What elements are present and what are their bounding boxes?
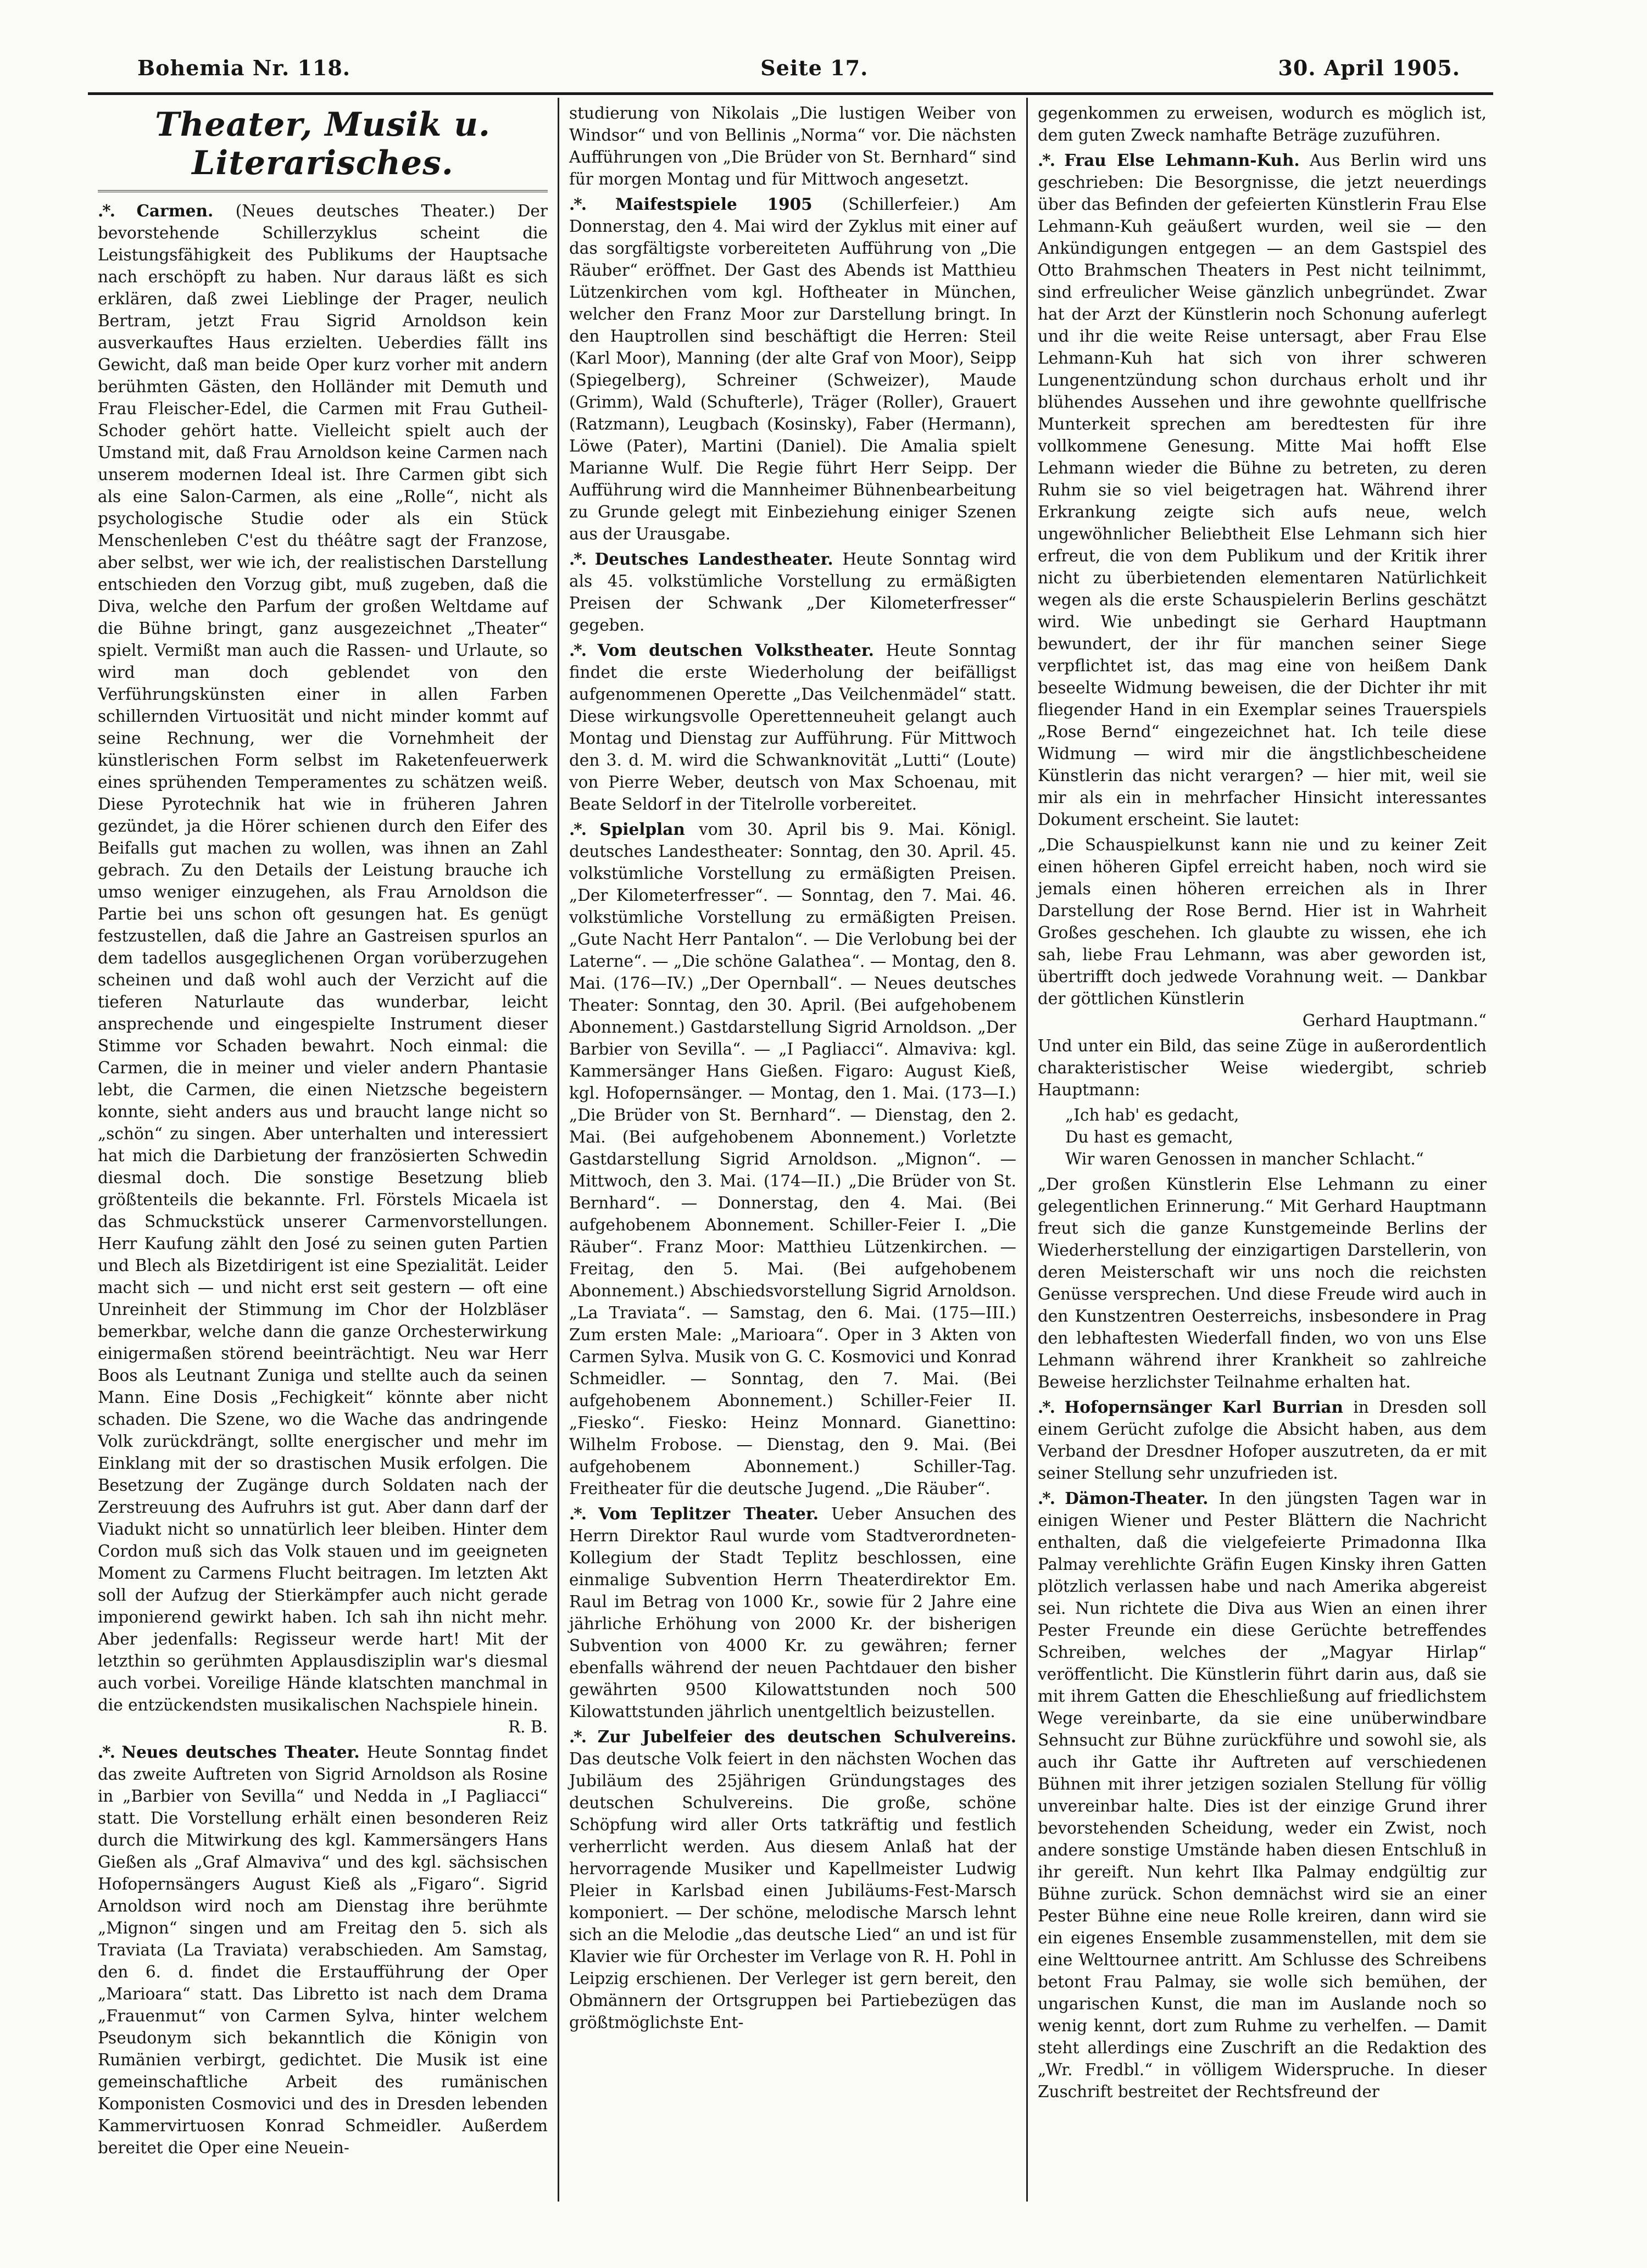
article-volkstheater: .*. Vom deutschen Volkstheater. Heute Sonntag findet die erste Wiederholung der beifälligst aufgenommenen Operette „Das Veilchenmädel“ statt. Diese wirkungsvolle Operettenneuheit gelangt auch Montag und Dienstag zur Aufführung. Für Mittwoch den 3. d. M. wird die Schwanknovität „Lutti“ (Loute) von Pierre Weber, deutsch von Max Schoenau, mit Beate Seldorf in der Titelrolle vorbereitet.	[569, 640, 1016, 813]
header-page-number: Seite 17.	[760, 55, 869, 80]
article-ndt-body: Heute Sonntag findet das zweite Auftreten von Sigrid Arnoldson als Rosine in „Barbier von Sevilla“ und Nedda in „I Pagliacci“ statt. Die Vorstellung erhält einen besonderen Reiz durch die Mitwirkung des kgl. Kammersängers Hans Gießen als „Graf Almaviva“ und des kgl. sächsischen Hofopernsängers August Kieß als „Figaro“. Sigrid Arnoldson wird noch am Dienstag ihre berühmte „Mignon“ singen und am Freitag den 5. sich als Traviata (La Traviata) verabschieden. Am Samstag, den 6. d. findet die Erstaufführung der Oper „Marioara“ statt. Das Libretto ist nach dem Drama „Frauenmut“ von Carmen Sylva, hinter welchem Pseudonym sich bekanntlich die Königin von Rumänien verbirgt, gedichtet. Die Musik ist eine gemeinschaftliche Arbeit des rumänischen Komponisten Cosmovici und des in Dresden lebenden Kammervirtuosen Konrad Schmeidler. Außerdem bereitet die Oper eine Neuein-	[98, 1743, 548, 2157]
article-else-lehmann-body: Aus Berlin wird uns geschrieben: Die Besorgnisse, die jetzt neuerdings über das Befinden der gefeierten Künstlerin Frau Else Lehmann-Kuh geäußert wurden, weil sie — den Ankündigungen entgegen — an dem Gastspiel des Otto Brahmschen Theaters in Pest nicht teilnimmt, sind erfreulicher Weise gänzlich unbegründet. Zwar hat der Arzt der Künstlerin noch Schonung auferlegt und ihr die weite Reise untersagt, aber Frau Else Lehmann-Kuh hat sich von ihrer schweren Lungenentzündung schon durchaus erholt und ihr blühendes Aussehen und ihre gewohnte quellfrische Munterkeit sprechen am beredtesten für ihre vollkommene Genesung. Mitte Mai hofft Else Lehmann wieder die Bühne zu betreten, zu deren Ruhm sie so viel beigetragen hat. Während ihrer Erkrankung zeigte sich aufs neue, welch ungewöhnlicher Beliebtheit Else Lehmann sich hier erfreut, die von dem Publikum und der Kritik ihrer nicht zu überbietenden elementaren Natürlichkeit wegen als die erste Schauspielerin Berlins geschätzt wird. Wie unbedingt sie Gerhard Hauptmann bewundert, der ihr für manchen seiner Siege verpflichtet ist, das mag eine von heißem Dank beseelte Widmung beweisen, die der Dichter ihr mit fliegender Hand in ein Exemplar seines Trauerspiels „Rose Bernd“ eingezeichnet hat. Ich teile diese Widmung — wird mir die ängstlichbescheidene Künstlerin das nicht verargen? — hier mit, weil sie mir als ein in mehrfacher Hinsicht interessantes Dokument erscheint. Sie lautet:	[1038, 151, 1487, 829]
column-1	[88, 98, 558, 2202]
article-carmen-signature: R. B.	[508, 1718, 548, 1736]
hauptmann-dedication-signature: Gerhard Hauptmann.“	[1302, 1011, 1487, 1030]
poem-line-3: Wir waren Genossen in mancher Schlacht.“	[1065, 1150, 1424, 1168]
hauptmann-poem	[1065, 1104, 1487, 1170]
article-jubelfeier-headline: Zur Jubelfeier des deutschen Schulvereins.	[597, 1727, 1016, 1746]
article-daemon-theater: .*. Dämon-Theater. In den jüngsten Tagen war in einigen Wiener und Pester Blättern die Nachricht enthalten, daß die vielgefeierte Primadonna Ilka Palmay verehlichte Gräfin Eugen Kinsky ihren Gatten plötzlich verlassen habe und nach Amerika abgereist sei. Nun richtete die Diva aus Wien an einen ihrer Pester Freunde ein diese Gerüchte betreffendes Schreiben, welches der „Magyar Hirlap“ veröffentlicht. Die Künstlerin führt darin aus, daß sie mit ihrem Gatten die Eheschließung auf friedlichstem Wege vereinbarte, da sie eine unüberwindbare Sehnsucht zur Bühne zurückführe und sowohl sie, als auch ihr Gatte ihr Auftreten auf verschiedenen Bühnen mit ihrer jetzigen sozialen Stellung für völlig unvereinbar halte. Dies ist der einzige Grund ihrer bevorstehenden Scheidung, weder ein Zwist, noch andere sonstige Umstände haben diesen Entschluß in ihr gereift. Nun kehrt Ilka Palmay endgültig zur Bühne zurück. Schon demnächst wird sie an einer Pester Bühne eine neue Rolle kreiren, dann wird sie ein eigenes Ensemble zusammenstellen, mit dem sie eine Welttournee antritt. Am Schlusse des Schreibens betont Frau Palmay, sie wolle sich bemühen, der ungarischen Kunst, die man im Auslande noch so wenig kennt, dort zum Ruhme zu verhelfen. — Damit steht allerdings eine Zuschrift an die Redaktion des „Wr. Fredbl.“ in völligem Widerspruche. In dieser Zuschrift bestreitet der Rechtsfreund der	[1038, 1489, 1487, 2101]
article-landestheater-body: Heute Sonntag wird als 45. volkstümliche Vorstellung zu ermäßigten Preisen der Schwank „Der Kilometerfresser“ gegeben.	[569, 550, 1016, 634]
section-title: Theater, Musik u. Literarisches.	[155, 105, 491, 182]
page-header	[137, 48, 1460, 87]
article-burrian-body: in Dresden soll einem Gerücht zufolge die Absicht haben, aus dem Verband der Dresdner Hofoper auszutreten, da er mit seiner Stellung sehr unzufrieden ist.	[1038, 1398, 1487, 1483]
article-daemon-headline: Dämon-Theater.	[1065, 1489, 1209, 1508]
header-rule	[88, 92, 1493, 95]
article-spielplan-headline: Spielplan	[599, 820, 685, 839]
article-jubelfeier: .*. Zur Jubelfeier des deutschen Schulvereins. Das deutsche Volk feiert in den nächsten Wochen das Jubiläum des 25jährigen Gründungstages des deutschen Schulvereins. Die große, schöne Schöpfung wird aller Orts tatkräftig und festlich verherrlicht werden. Aus diesem Anlaß hat der hervorragende Musiker und Kapellmeister Ludwig Pleier in Karlsbad einen Jubiläums-Fest-Marsch komponiert. — Der schöne, melodische Marsch lehnt sich an die Melodie „das deutsche Lied“ an und ist für Klavier wie für Orchester im Verlage von R. H. Pohl in Leipzig erschienen. Der Verleger ist gern bereit, den Obmännern der Ortsgruppen bei Partiebezügen das größtmöglichste Ent-	[569, 1727, 1016, 2032]
article-teplitzer-body: Ueber Ansuchen des Herrn Direktor Raul wurde vom Stadtverordneten-Kollegium der Stadt Teplitz beschlossen, eine einmalige Subvention Herrn Theaterdirektor Em. Raul im Betrag von 1000 Kr., sowie für 2 Jahre eine jährliche Erhöhung von 2000 Kr. der bisherigen Subvention von 4000 Kr. zu gewähren; ferner ebenfalls während der neuen Pachtdauer den bisher gewährten 9500 Kilowattstunden noch 500 Kilowattstunden jährlich unentgeltlich beizustellen.	[569, 1504, 1016, 1721]
article-neues-deutsches-theater: .*. Neues deutsches Theater. Heute Sonntag findet das zweite Auftreten von Sigrid Arnoldson als Rosine in „Barbier von Sevilla“ und Nedda in „I Pagliacci“ statt. Die Vorstellung erhält einen besonderen Reiz durch die Mitwirkung des kgl. Kammersängers Hans Gießen als „Graf Almaviva“ und des kgl. sächsischen Hofopernsängers August Kieß als „Figaro“. Sigrid Arnoldson wird noch am Dienstag ihre berühmte „Mignon“ singen und am Freitag den 5. sich als Traviata (La Traviata) verabschieden. Am Samstag, den 6. d. findet die Erstaufführung der Oper „Marioara“ statt. Das Libretto ist nach dem Drama „Frauenmut“ von Carmen Sylva, hinter welchem Pseudonym sich bekanntlich die Königin von Rumänien verbirgt, gedichtet. Die Musik ist eine gemeinschaftliche Arbeit des rumänischen Komponisten Cosmovici und des in Dresden lebenden Kammervirtuosen Konrad Schmeidler. Außerdem bereitet die Oper eine Neuein-	[98, 1742, 548, 2157]
columns	[88, 98, 1493, 2202]
column-3-continuation: gegenkommen zu erweisen, wodurch es möglich ist, dem guten Zweck namhafte Beträge zuzuführen.	[1038, 104, 1487, 144]
article-teplitzer-theater: .*. Vom Teplitzer Theater. Ueber Ansuchen des Herrn Direktor Raul wurde vom Stadtverordneten-Kollegium der Stadt Teplitz beschlossen, eine einmalige Subvention Herrn Theaterdirektor Em. Raul im Betrag von 1000 Kr., sowie für 2 Jahre eine jährliche Erhöhung von 2000 Kr. der bisherigen Subvention von 4000 Kr. zu gewähren; ferner ebenfalls während der neuen Pachtdauer den bisher gewährten 9500 Kilowattstunden noch 500 Kilowattstunden jährlich unentgeltlich beizustellen.	[569, 1504, 1016, 1721]
hauptmann-bild-intro: Und unter ein Bild, das seine Züge in außerordentlich charakteristischer Weise wiedergibt, schrieb Hauptmann:	[1038, 1037, 1487, 1099]
hauptmann-dedication-text: „Die Schauspielkunst kann nie und zu keiner Zeit einen höheren Gipfel erreicht haben, noch wird sie jemals einen höheren erreichen als in Ihrer Darstellung der Rose Bernd. Hier ist in Wahrheit Großes geschehen. Ich glaubte zu wissen, ehe ich sah, liebe Frau Lehmann, was aber geworden ist, übertrifft doch jedwede Vorahnung weit. — Dankbar der göttlichen Künstlerin	[1038, 835, 1487, 1008]
article-landestheater-headline: Deutsches Landestheater.	[594, 549, 833, 569]
column-3	[1028, 98, 1496, 2202]
article-burrian-headline: Hofopernsänger Karl Burrian	[1064, 1397, 1343, 1417]
article-else-lehmann-headline: Frau Else Lehmann-Kuh.	[1064, 151, 1300, 170]
article-maifestspiele-body: (Schillerfeier.) Am Donnerstag, den 4. Mai wird der Zyklus mit einer auf das sorgfältigste vorbereiteten Aufführung von „Die Räuber“ eröffnet. Der Gast des Abends ist Matthieu Lützenkirchen vom kgl. Hoftheater in München, welcher den Franz Moor zur Darstellung bringt. In den Hauptrollen sind beschäftigt die Herren: Steil (Karl Moor), Manning (der alte Graf von Moor), Seipp (Spiegelberg), Schreiner (Schweizer), Maude (Grimm), Wald (Schufterle), Träger (Roller), Grauert (Ratzmann), Leugbach (Kosinsky), Faber (Hermann), Löwe (Pater), Martini (Daniel). Die Amalia spielt Marianne Wulf. Die Regie führt Herr Seipp. Der Aufführung wird die Mannheimer Bühnenbearbeitung zu Grunde gelegt mit Einbeziehung einiger Szenen aus der Urausgabe.	[569, 195, 1016, 543]
article-maifestspiele: .*. Maifestspiele 1905 (Schillerfeier.) Am Donnerstag, den 4. Mai wird der Zyklus mit einer auf das sorgfältigste vorbereiteten Aufführung von „Die Räuber“ eröffnet. Der Gast des Abends ist Matthieu Lützenkirchen vom kgl. Hoftheater in München, welcher den Franz Moor zur Darstellung bringt. In den Hauptrollen sind beschäftigt die Herren: Steil (Karl Moor), Manning (der alte Graf von Moor), Seipp (Spiegelberg), Schreiner (Schweizer), Maude (Grimm), Wald (Schufterle), Träger (Roller), Grauert (Ratzmann), Leugbach (Kosinsky), Faber (Hermann), Löwe (Pater), Martini (Daniel). Die Amalia spielt Marianne Wulf. Die Regie führt Herr Seipp. Der Aufführung wird die Mannheimer Bühnenbearbeitung zu Grunde gelegt mit Einbeziehung einiger Szenen aus der Urausgabe.	[569, 194, 1016, 543]
hauptmann-dedication	[1038, 834, 1487, 1032]
hauptmann-after-poem: „Der großen Künstlerin Else Lehmann zu einer gelegentlichen Erinnerung.“ Mit Gerhard Hauptmann freut sich die ganze Kunstgemeinde Berlins der Wiederherstellung der einzigartigen Darstellerin, von deren Meisterschaft wir uns noch die reichsten Genüsse versprechen. Und diese Freude wird auch in den Kunstzentren Oesterreichs, insbesondere in Prag den lebhaftesten Wiederfall finden, wo von uns Else Lehmann während ihrer Krankheit so zahlreiche Beweise herzlichster Teilnahme erhalten hat.	[1038, 1175, 1487, 1391]
article-landestheater: .*. Deutsches Landestheater. Heute Sonntag wird als 45. volkstümliche Vorstellung zu ermäßigten Preisen der Schwank „Der Kilometerfresser“ gegeben.	[569, 549, 1016, 634]
header-publication: Bohemia Nr. 118.	[137, 55, 351, 80]
article-carmen-body: (Neues deutsches Theater.) Der bevorstehende Schillerzyklus scheint die Leistungsfähigkeit des Publikums der Hauptsache nach erschöpft zu haben. Nur daraus läßt es sich erklären, daß zwei Lieblinge der Prager, neulich Bertram, jetzt Frau Sigrid Arnoldson kein ausverkauftes Haus erzielten. Ueberdies fällt ins Gewicht, daß man beide Oper kurz vorher mit andern berühmten Gästen, den Holländer mit Demuth und Frau Fleischer-Edel, die Carmen mit Frau Gutheil-Schoder gehört hatte. Vielleicht spielt auch der Umstand mit, daß Frau Arnoldson keine Carmen nach unserem modernen Ideal ist. Ihre Carmen gibt sich als eine Salon-Carmen, als eine „Rolle“, nicht als psychologische Studie oder als ein Stück Menschenleben C'est du théâtre sagt der Franzose, aber selbst, wer wie ich, der realistischen Darstellung entschieden den Vorzug gibt, muß zugeben, daß die Diva, welche den Parfum der großen Weltdame auf die Bühne bringt, ganz ausgezeichnet „Theater“ spielt. Vermißt man auch die Rassen- und Urlaute, so wird man doch geblendet von den Verführungskünsten einer in allen Farben schillernden Virtuosität und nicht minder kommt auf seine Rechnung, wer die Vornehmheit der künstlerischen Form selbst im Raketenfeuerwerk eines sprühenden Temperamentes zu schätzen weiß. Diese Pyrotechnik hat wie in früheren Jahren gezündet, ja die Hörer schienen durch den Eifer des Beifalls gut machen zu wollen, was ihnen an Zahl gebrach. Zu den Details der Leistung brauche ich umso weniger einzugehen, als Frau Arnoldson die Partie bei uns schon oft gesungen hat. Es genügt festzustellen, daß die Jahre an Gastreisen spurlos an dem tadellos ausgeglichenen Organ vorüberzugehen scheinen und daß wohl auch der Verzicht auf die tieferen Naturlaute das wunderbar, leicht ansprechende und eingespielte Instrument dieser Stimme vor Schaden bewahrt. Noch einmal: die Carmen, die in meiner und vieler andern Phantasie lebt, die Carmen, die einen Nietzsche begeistern konnte, sieht anders aus und braucht lange nicht so „schön“ zu singen. Aber unterhalten und interessiert hat mich die Darbietung der französierten Schwedin diesmal doch. Die sonstige Besetzung blieb größtenteils die bekannte. Frl. Förstels Micaela ist das Schmuckstück unserer Carmenvorstellungen. Herr Kaufung zählt den José zu seinen guten Partien und Blech als Bizetdirigent ist eine Spezialität. Leider macht sich — und nicht erst seit gestern — oft eine Unreinheit der Stimmung im Chor der Holzbläser bemerkbar, welche dann die ganze Orchesterwirkung einigermaßen störend beeinträchtigt. Neu war Herr Boos als Leutnant Zuniga und stellte auch da seinen Mann. Eine Dosis „Fechigkeit“ könnte aber nicht schaden. Die Szene, wo die Wache das andringende Volk zurückdrängt, sollte energischer und mehr im Einklang mit der so drastischen Musik erfolgen. Die Besetzung der Zugänge durch Soldaten nach der Zerstreuung des Aufruhrs ist gut. Aber dann darf der Viadukt nicht so unnatürlich leer bleiben. Hinter dem Cordon muß sich das Volk stauen und im geeigneten Moment zu Carmens Flucht beitragen. Im letzten Akt soll der Aufzug der Stierkämpfer auch nicht gerade imponierend gewirkt haben. Ich sah ihn nicht mehr. Aber jedenfalls: Regisseur werde hart! Mit der letzthin so gerühmten Applausdisziplin war's diesmal auch vorbei. Voreilige Hände klatschten manchmal in die entzückendsten musikalischen Nachspiele hinein.	[98, 202, 548, 1714]
article-teplitzer-headline: Vom Teplitzer Theater.	[598, 1504, 819, 1523]
article-volkstheater-headline: Vom deutschen Volkstheater.	[597, 640, 874, 660]
poem-line-2: Du hast es gemacht,	[1065, 1128, 1233, 1146]
poem-line-1: „Ich hab' es gedacht,	[1065, 1106, 1239, 1124]
article-ndt-headline: Neues deutsches Theater.	[121, 1742, 360, 1762]
article-spielplan: .*. Spielplan vom 30. April bis 9. Mai. Königl. deutsches Landestheater: Sonntag, den 30. April. 45. volkstümliche Vorstellung zu ermäßigten Preisen. „Der Kilometerfresser“. — Sonntag, den 7. Mai. 46. volkstümliche Vorstellung zu ermäßigten Preisen. „Gute Nacht Herr Pantalon“. — Die Verlobung bei der Laterne“. — „Die schöne Galathea“. — Montag, den 8. Mai. (176—IV.) „Der Opernball“. — Neues deutsches Theater: Sonntag, den 30. April. (Bei aufgehobenem Abonnement.) Gastdarstellung Sigrid Arnoldson. „Der Barbier von Sevilla“. — „I Pagliacci“. Almaviva: kgl. Kammersänger Hans Gießen. Figaro: August Kieß, kgl. Hofopernsänger. — Montag, den 1. Mai. (173—I.) „Die Brüder von St. Bernhard“. — Dienstag, den 2. Mai. (Bei aufgehobenem Abonnement.) Vorletzte Gastdarstellung Sigrid Arnoldson. „Mignon“. — Mittwoch, den 3. Mai. (174—II.) „Die Brüder von St. Bernhard“. — Donnerstag, den 4. Mai. (Bei aufgehobenem Abonnement. Schiller-Feier I. „Die Räuber“. Franz Moor: Matthieu Lützenkirchen. — Freitag, den 5. Mai. (Bei aufgehobenem Abonnement.) Abschiedsvorstellung Sigrid Arnoldson. „La Traviata“. — Samstag, den 6. Mai. (175—III.) Zum ersten Male: „Marioara“. Oper in 3 Akten von Carmen Sylva. Musik von G. C. Kosmovici und Konrad Schmeidler. — Sonntag, den 7. Mai. (Bei aufgehobenem Abonnement.) Schiller-Feier II. „Fiesko“. Fiesko: Heinz Monnard. Gianettino: Wilhelm Frobose. — Dienstag, den 9. Mai. (Bei aufgehobenem Abonnement.) Schiller-Tag. Freitheater für die deutsche Jugend. „Die Räuber“.	[569, 820, 1016, 1498]
article-carmen-headline: Carmen.	[136, 201, 214, 220]
article-else-lehmann: .*. Frau Else Lehmann-Kuh. Aus Berlin wird uns geschrieben: Die Besorgnisse, die jetzt neuerdings über das Befinden der gefeierten Künstlerin Frau Else Lehmann-Kuh geäußert wurden, weil sie — den Ankündigungen entgegen — an dem Gastspiel des Otto Brahmschen Theaters in Pest nicht teilnimmt, sind erfreulicher Weise gänzlich unbegründet. Zwar hat der Arzt der Künstlerin noch Schonung auferlegt und ihr die weite Reise untersagt, aber Frau Else Lehmann-Kuh hat sich von ihrer schweren Lungenentzündung schon durchaus erholt und ihr blühendes Aussehen und ihre gewohnte quellfrische Munterkeit sprechen am beredtesten für ihre vollkommene Genesung. Mitte Mai hofft Else Lehmann wieder die Bühne zu betreten, zu deren Ruhm sie so viel beigetragen hat. Während ihrer Erkrankung zeigte sich aufs neue, welch ungewöhnlicher Beliebtheit Else Lehmann sich hier erfreut, die von dem Publikum und der Kritik ihrer nicht zu überbietenden elementaren Natürlichkeit wegen als die erste Schauspielerin Berlins geschätzt wird. Wie unbedingt sie Gerhard Hauptmann bewundert, der ihr für manchen seiner Siege verpflichtet ist, das mag eine von heißem Dank beseelte Widmung beweisen, die der Dichter ihr mit fliegender Hand in ein Exemplar seines Trauerspiels „Rose Bernd“ eingezeichnet hat. Ich teile diese Widmung — wird mir die ängstlichbescheidene Künstlerin das nicht verargen? — hier mit, weil sie mir als ein in mehrfacher Hinsicht interessantes Dokument erscheint. Sie lautet:	[1038, 151, 1487, 829]
article-jubelfeier-body: Das deutsche Volk feiert in den nächsten Wochen das Jubiläum des 25jährigen Gründungstages des deutschen Schulvereins. Die große, schöne Schöpfung wird aller Orts tatkräftig und festlich verherrlicht werden. Aus diesem Anlaß hat der hervorragende Musiker und Kapellmeister Ludwig Pleier in Karlsbad einen Jubiläums-Fest-Marsch komponiert. — Der schöne, melodische Marsch lehnt sich an die Melodie „das deutsche Lied“ an und ist für Klavier wie für Orchester im Verlage von R. H. Pohl in Leipzig erschienen. Der Verleger ist gern bereit, den Obmännern der Ortsgruppen bei Partiebezügen das größtmöglichste Ent-	[569, 1749, 1016, 2032]
article-daemon-body: In den jüngsten Tagen war in einigen Wiener und Pester Blättern die Nachricht enthalten, daß die vielgefeierte Primadonna Ilka Palmay verehlichte Gräfin Eugen Kinsky ihren Gatten plötzlich verlassen habe und nach Amerika abgereist sei. Nun richtete die Diva aus Wien an einen ihrer Pester Freunde ein diese Gerüchte betreffendes Schreiben, welches der „Magyar Hirlap“ veröffentlicht. Die Künstlerin führt darin aus, daß sie mit ihrem Gatten die Eheschließung auf friedlichstem Wege vereinbarte, da sie eine unüberwindbare Sehnsucht zur Bühne zurückführe und sowohl sie, als auch ihr Gatte ihr Auftreten auf verschiedenen Bühnen mit ihrer jetzigen sozialen Stellung für völlig unvereinbar halte. Dies ist der einzige Grund ihrer bevorstehenden Scheidung, weder ein Zwist, noch andere sonstige Umstände haben diesen Entschluß in ihr gereift. Nun kehrt Ilka Palmay endgültig zur Bühne zurück. Schon demnächst wird sie an einer Pester Bühne eine neue Rolle kreiren, dann wird sie ein eigenes Ensemble zusammenstellen, mit dem sie eine Welttournee antritt. Am Schlusse des Schreibens betont Frau Palmay, sie wolle sich bemühen, der ungarischen Kunst, die man im Auslande noch so wenig kennt, dort zum Ruhme zu verhelfen. — Damit steht allerdings eine Zuschrift an die Redaktion des „Wr. Fredbl.“ in völligem Widerspruche. In dieser Zuschrift bestreitet der Rechtsfreund der	[1038, 1489, 1487, 2101]
article-spielplan-body: vom 30. April bis 9. Mai. Königl. deutsches Landestheater: Sonntag, den 30. April. 45. volkstümliche Vorstellung zu ermäßigten Preisen. „Der Kilometerfresser“. — Sonntag, den 7. Mai. 46. volkstümliche Vorstellung zu ermäßigten Preisen. „Gute Nacht Herr Pantalon“. — Die Verlobung bei der Laterne“. — „Die schöne Galathea“. — Montag, den 8. Mai. (176—IV.) „Der Opernball“. — Neues deutsches Theater: Sonntag, den 30. April. (Bei aufgehobenem Abonnement.) Gastdarstellung Sigrid Arnoldson. „Der Barbier von Sevilla“. — „I Pagliacci“. Almaviva: kgl. Kammersänger Hans Gießen. Figaro: August Kieß, kgl. Hofopernsänger. — Montag, den 1. Mai. (173—I.) „Die Brüder von St. Bernhard“. — Dienstag, den 2. Mai. (Bei aufgehobenem Abonnement.) Vorletzte Gastdarstellung Sigrid Arnoldson. „Mignon“. — Mittwoch, den 3. Mai. (174—II.) „Die Brüder von St. Bernhard“. — Donnerstag, den 4. Mai. (Bei aufgehobenem Abonnement. Schiller-Feier I. „Die Räuber“. Franz Moor: Matthieu Lützenkirchen. — Freitag, den 5. Mai. (Bei aufgehobenem Abonnement.) Abschiedsvorstellung Sigrid Arnoldson. „La Traviata“. — Samstag, den 6. Mai. (175—III.) Zum ersten Male: „Marioara“. Oper in 3 Akten von Carmen Sylva. Musik von G. C. Kosmovici und Konrad Schmeidler. — Sonntag, den 7. Mai. (Bei aufgehobenem Abonnement.) Schiller-Feier II. „Fiesko“. Fiesko: Heinz Monnard. Gianettino: Wilhelm Frobose. — Dienstag, den 9. Mai. (Bei aufgehobenem Abonnement.) Schiller-Tag. Freitheater für die deutsche Jugend. „Die Räuber“.	[569, 820, 1016, 1498]
section-rule	[98, 190, 548, 192]
article-maifestspiele-headline: Maifestspiele 1905	[615, 194, 813, 214]
header-date: 30. April 1905.	[1278, 55, 1460, 80]
column-2-continuation: studierung von Nikolais „Die lustigen Weiber von Windsor“ und von Bellinis „Norma“ vor. Die nächsten Aufführungen von „Die Brüder von St. Bernhard“ sind für morgen Montag und für Mittwoch angesetzt.	[569, 104, 1016, 188]
article-burrian: .*. Hofopernsänger Karl Burrian in Dresden soll einem Gerücht zufolge die Absicht haben, aus dem Verband der Dresdner Hofoper auszutreten, da er mit seiner Stellung sehr unzufrieden ist.	[1038, 1397, 1487, 1483]
article-volkstheater-body: Heute Sonntag findet die erste Wiederholung der beifälligst aufgenommenen Operette „Das Veilchenmädel“ statt. Diese wirkungsvolle Operettenneuheit gelangt auch Montag und Dienstag zur Aufführung. Für Mittwoch den 3. d. M. wird die Schwanknovität „Lutti“ (Loute) von Pierre Weber, deutsch von Max Schoenau, mit Beate Seldorf in der Titelrolle vorbereitet.	[569, 641, 1016, 813]
column-2	[559, 98, 1026, 2202]
article-carmen: .*. Carmen. (Neues deutsches Theater.) Der bevorstehende Schillerzyklus scheint die Leistungsfähigkeit des Publikums der Hauptsache nach erschöpft zu haben. Nur daraus läßt es sich erklären, daß zwei Lieblinge der Prager, neulich Bertram, jetzt Frau Sigrid Arnoldson kein ausverkauftes Haus erzielten. Ueberdies fällt ins Gewicht, daß man beide Oper kurz vorher mit andern berühmten Gästen, den Holländer mit Demuth und Frau Fleischer-Edel, die Carmen mit Frau Gutheil-Schoder gehört hatte. Vielleicht spielt auch der Umstand mit, daß Frau Arnoldson keine Carmen nach unserem modernen Ideal ist. Ihre Carmen gibt sich als eine Salon-Carmen, als eine „Rolle“, nicht als psychologische Studie oder als ein Stück Menschenleben C'est du théâtre sagt der Franzose, aber selbst, wer wie ich, der realistischen Darstellung entschieden den Vorzug gibt, muß zugeben, daß die Diva, welche den Parfum der großen Weltdame auf die Bühne bringt, ganz ausgezeichnet „Theater“ spielt. Vermißt man auch die Rassen- und Urlaute, so wird man doch geblendet von den Verführungskünsten einer in allen Farben schillernden Virtuosität und nicht minder kommt auf seine Rechnung, wer die Vornehmheit der künstlerischen Form selbst im Raketenfeuerwerk eines sprühenden Temperamentes zu schätzen weiß. Diese Pyrotechnik hat wie in früheren Jahren gezündet, ja die Hörer schienen durch den Eifer des Beifalls gut machen zu wollen, was ihnen an Zahl gebrach. Zu den Details der Leistung brauche ich umso weniger einzugehen, als Frau Arnoldson die Partie bei uns schon oft gesungen hat. Es genügt festzustellen, daß die Jahre an Gastreisen spurlos an dem tadellos ausgeglichenen Organ vorüberzugehen scheinen und daß wohl auch der Verzicht auf die tieferen Naturlaute das wunderbar, leicht ansprechende und eingespielte Instrument dieser Stimme vor Schaden bewahrt. Noch einmal: die Carmen, die in meiner und vieler andern Phantasie lebt, die Carmen, die einen Nietzsche begeistern konnte, sieht anders aus und braucht lange nicht so „schön“ zu singen. Aber unterhalten und interessiert hat mich die Darbietung der französierten Schwedin diesmal doch. Die sonstige Besetzung blieb größtenteils die bekannte. Frl. Förstels Micaela ist das Schmuckstück unserer Carmenvorstellungen. Herr Kaufung zählt den José zu seinen guten Partien und Blech als Bizetdirigent ist eine Spezialität. Leider macht sich — und nicht erst seit gestern — oft eine Unreinheit der Stimmung im Chor der Holzbläser bemerkbar, welche dann die ganze Orchesterwirkung einigermaßen störend beeinträchtigt. Neu war Herr Boos als Leutnant Zuniga und stellte auch da seinen Mann. Eine Dosis „Fechigkeit“ könnte aber nicht schaden. Die Szene, wo die Wache das andringende Volk zurückdrängt, sollte energischer und mehr im Einklang mit der so drastischen Musik erfolgen. Die Besetzung der Zugänge durch Soldaten nach der Zerstreuung des Aufruhrs ist gut. Aber dann darf der Viadukt nicht so unnatürlich leer bleiben. Hinter dem Cordon muß sich das Volk stauen und im geeigneten Moment zu Carmens Flucht beitragen. Im letzten Akt soll der Aufzug der Stierkämpfer auch nicht gerade imponierend gewirkt haben. Ich sah ihn nicht mehr. Aber jedenfalls: Regisseur werde hart! Mit der letzthin so gerühmten Applausdisziplin war's diesmal auch vorbei. Voreilige Hände klatschten manchmal in die entzückendsten musikalischen Nachspiele hinein. R. B.	[98, 200, 548, 1738]
